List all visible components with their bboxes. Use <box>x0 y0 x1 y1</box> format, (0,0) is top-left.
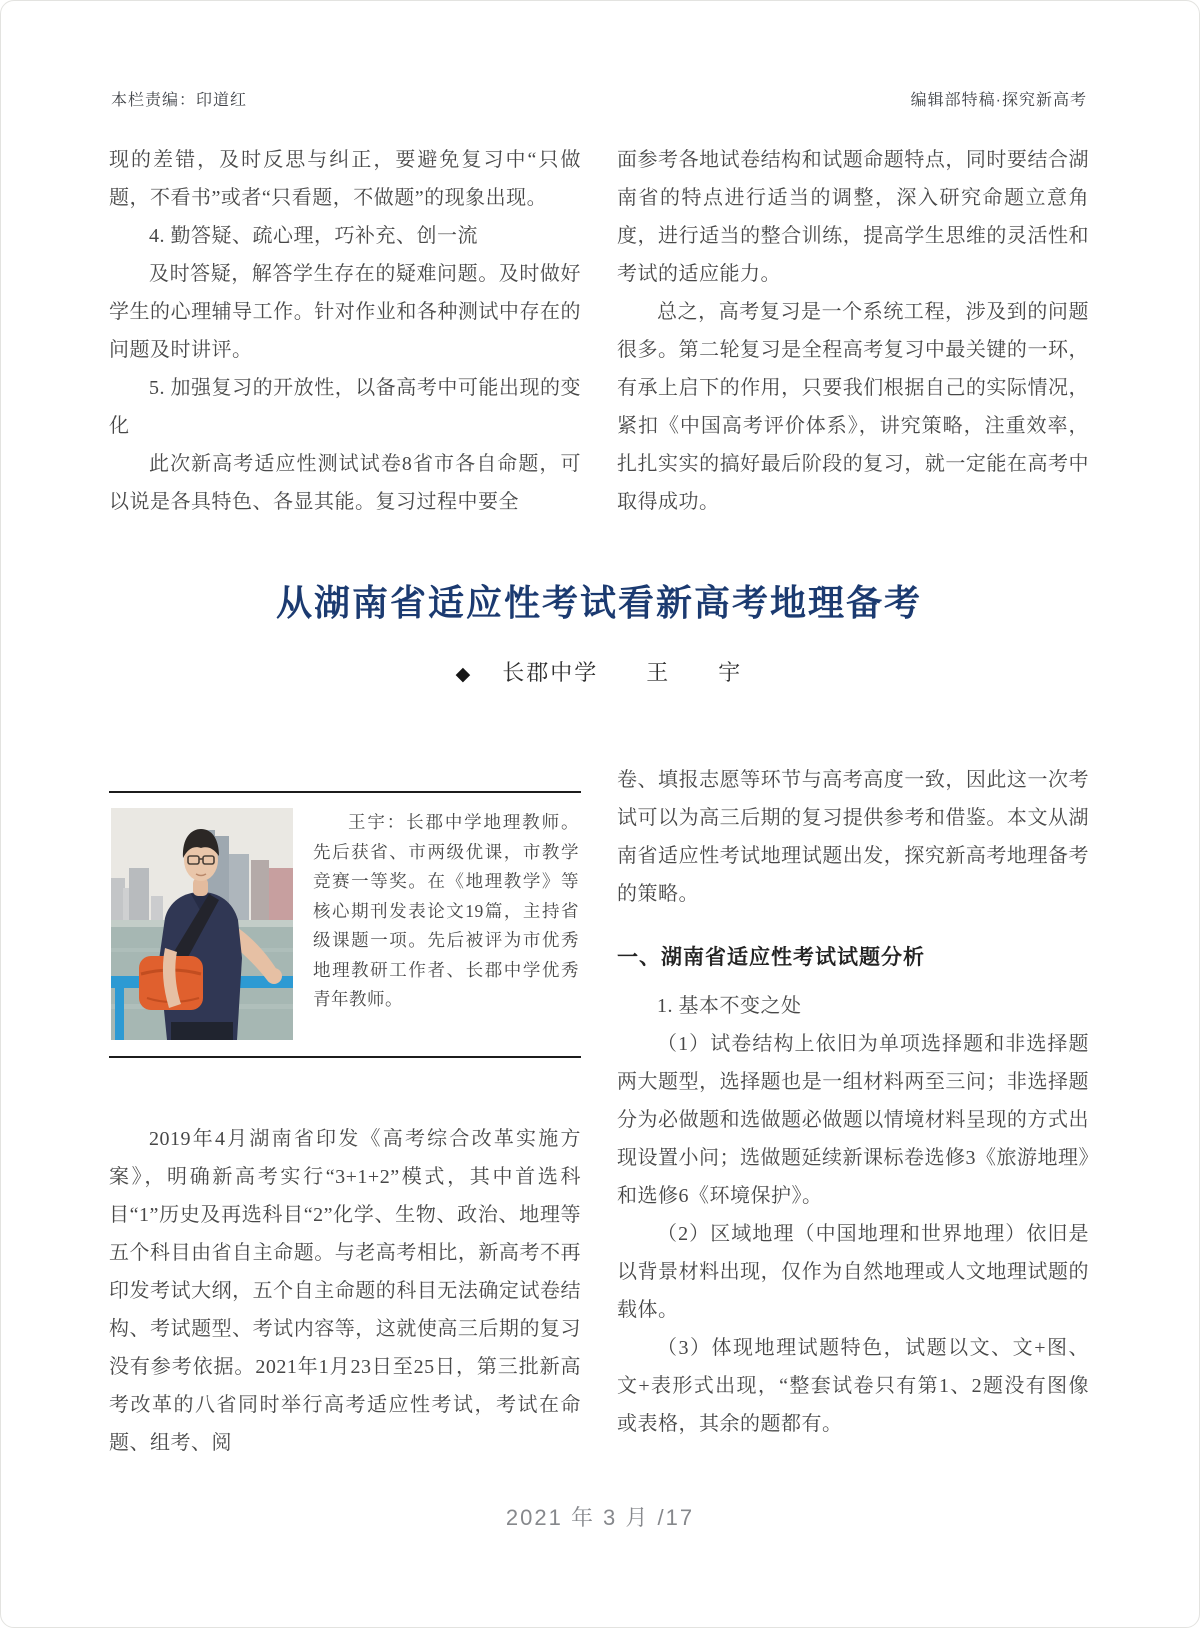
author-photo <box>111 808 293 1040</box>
continuation-left-column <box>109 141 581 521</box>
author-bio-paragraph: 王宇：长郡中学地理教师。先后获省、市两级优课，市教学竞赛一等奖。在《地理教学》等核心期刊发表论文19篇，主持省级课题一项。先后被评为市优秀地理教研工作者、长郡中学优秀青年教师。 <box>313 812 579 1009</box>
paragraph: （2）区域地理（中国地理和世界地理）依旧是以背景材料出现，仅作为自然地理或人文地理试题的载体。 <box>617 1223 1089 1321</box>
section-label: 编辑部特稿·探究新高考 <box>910 92 1087 109</box>
column-editor-credit: 本栏责编：印道红 <box>111 92 248 109</box>
article-right-analysis <box>617 987 1089 1443</box>
paragraph: 此次新高考适应性测试试卷8省市各自命题，可以说是各具特色、各显其能。复习过程中要全 <box>109 453 581 513</box>
article-columns <box>109 761 1089 1462</box>
paragraph: 总之，高考复习是一个系统工程，涉及到的问题很多。第二轮复习是全程高考复习中最关键的一环，有承上启下的作用，只要我们根据自己的实际情况，紧扣《中国高考评价体系》，讲究策略，注重效率，扎扎实实的搞好最后阶段的复习，就一定能在高考中取得成功。 <box>617 301 1089 513</box>
article-left-text <box>109 1120 581 1462</box>
section-heading: 一、湖南省适应性考试试题分析 <box>617 946 925 969</box>
paragraph: 现的差错，及时反思与纠正，要避免复习中“只做题，不看书”或者“只看题，不做题”的现象出现。 <box>109 149 581 209</box>
paragraph: 4. 勤答疑、疏心理，巧补充、创一流 <box>149 225 478 247</box>
author-bio-box <box>109 791 581 1058</box>
article-byline <box>109 656 1089 687</box>
paragraph: 卷、填报志愿等环节与高考高度一致，因此这一次考试可以为高三后期的复习提供参考和借鉴。本文从湖南省适应性考试地理试题出发，探究新高考地理备考的策略。 <box>617 769 1089 905</box>
article-left-column <box>109 761 581 1462</box>
continuation-right-column <box>617 141 1089 521</box>
paragraph: （1）试卷结构上依旧为单项选择题和非选择题两大题型，选择题也是一组材料两至三问；非选择题分为必做题和选做题必做题以情境材料呈现的方式出现设置小问；选做题延续新课标卷选修3《旅游地理》和选修6《环境保护》。 <box>617 1033 1089 1207</box>
paragraph: 5. 加强复习的开放性，以备高考中可能出现的变化 <box>109 377 581 437</box>
article-right-intro <box>617 761 1089 913</box>
running-header <box>111 87 1087 110</box>
continuation-columns <box>109 141 1089 521</box>
paragraph: 1. 基本不变之处 <box>657 995 802 1017</box>
article-right-column <box>617 761 1089 1462</box>
diamond-bullet-icon: ◆ <box>455 663 473 685</box>
paragraph: 2019年4月湖南省印发《高考综合改革实施方案》，明确新高考实行“3+1+2”模式，其中首选科目“1”历史及再选科目“2”化学、生物、政治、地理等五个科目由省自主命题。与老高考相比，新高考不再印发考试大纲，五个自主命题的科目无法确定试卷结构、考试题型、考试内容等，这就使高三后期的复习没有参考依据。2021年1月23日至25日，第三批新高考改革的八省同时举行高考适应性考试，考试在命题、组考、阅 <box>109 1128 581 1454</box>
page-footer: 2021 年 3 月 /17 <box>505 1505 695 1530</box>
paragraph: （3）体现地理试题特色，试题以文、文+图、文+表形式出现，“整套试卷只有第1、2题没有图像或表格，其余的题都有。 <box>617 1337 1089 1435</box>
page-content <box>109 141 1089 1462</box>
byline-text: 长郡中学 王 宇 <box>502 660 743 685</box>
paragraph: 及时答疑，解答学生存在的疑难问题。及时做好学生的心理辅导工作。针对作业和各种测试中存在的问题及时讲评。 <box>109 263 581 361</box>
article-title: 从湖南省适应性考试看新高考地理备考 <box>275 583 922 623</box>
paragraph: 面参考各地试卷结构和试题命题特点，同时要结合湖南省的特点进行适当的调整，深入研究命题立意角度，进行适当的整合训练，提高学生思维的灵活性和考试的适应能力。 <box>617 149 1089 285</box>
author-bio-text <box>313 808 579 1015</box>
